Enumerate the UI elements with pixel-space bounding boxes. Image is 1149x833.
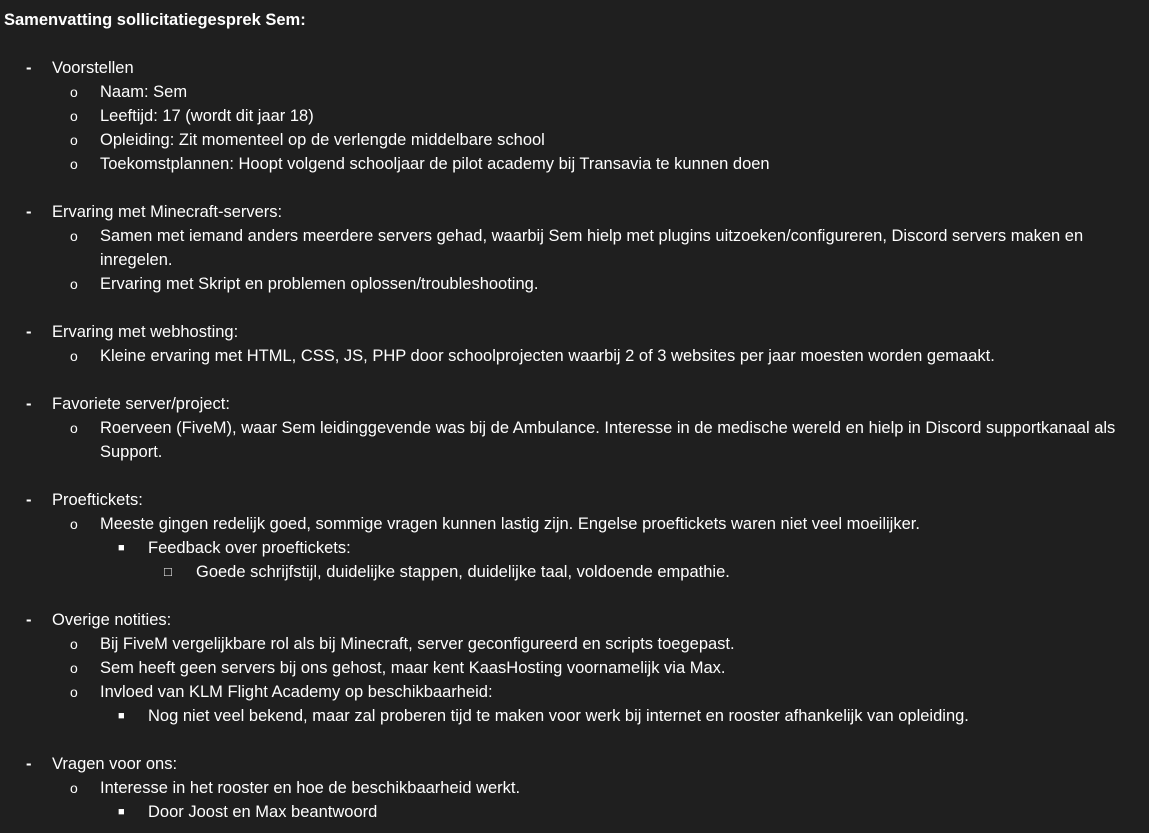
circle-bullet: o [70, 420, 78, 436]
list-item [0, 200, 1149, 224]
list-item-text: Samen met iemand anders meerdere servers gehad, waarbij Sem hielp met plugins uitzoeken/configureren, Discord servers maken en inregelen. [100, 227, 1084, 269]
list-item [0, 608, 1149, 632]
section-heading: Ervaring met Minecraft-servers: [52, 203, 283, 221]
circle-bullet: o [70, 108, 78, 124]
circle-bullet: o [70, 156, 78, 172]
section-heading: Ervaring met webhosting: [52, 323, 239, 341]
list-item [0, 776, 1149, 800]
dash-bullet: - [26, 611, 32, 629]
list-item-text: Nog niet veel bekend, maar zal proberen tijd te maken voor werk bij internet en rooster afhankelijk van opleiding. [148, 707, 969, 725]
dash-bullet: - [26, 323, 32, 341]
list-item-text: Leeftijd: 17 (wordt dit jaar 18) [100, 107, 314, 125]
document-body [0, 56, 1149, 824]
circle-bullet: o [70, 84, 78, 100]
circle-bullet: o [70, 780, 78, 796]
circle-bullet: o [70, 348, 78, 364]
circle-bullet: o [70, 660, 78, 676]
list-item [0, 536, 1149, 560]
list-item-text: Toekomstplannen: Hoopt volgend schooljaar de pilot academy bij Transavia te kunnen doen [100, 155, 770, 173]
section-heading: Favoriete server/project: [52, 395, 230, 413]
list-item-text: Roerveen (FiveM), waar Sem leidinggevende was bij de Ambulance. Interesse in de medische wereld en hielp in Discord supportkanaal als Support. [100, 419, 1116, 461]
square-bullet: ■ [118, 542, 125, 554]
section-webhosting [0, 320, 1149, 368]
list-item-text: Goede schrijfstijl, duidelijke stappen, duidelijke taal, voldoende empathie. [196, 563, 730, 581]
section-heading: Overige notities: [52, 611, 172, 629]
list-item-text: Ervaring met Skript en problemen oplossen/troubleshooting. [100, 275, 539, 293]
list-item [0, 104, 1149, 128]
list-item [0, 560, 1149, 584]
section-overige-notities [0, 608, 1149, 728]
dash-bullet: - [26, 491, 32, 509]
list-item-text: Meeste gingen redelijk goed, sommige vragen kunnen lastig zijn. Engelse proeftickets waren niet veel moeilijker. [100, 515, 920, 533]
dash-bullet: - [26, 395, 32, 413]
list-item [0, 704, 1149, 728]
list-item-text: Feedback over proeftickets: [148, 539, 351, 557]
list-item-text: Invloed van KLM Flight Academy op beschikbaarheid: [100, 683, 493, 701]
dash-bullet: - [26, 203, 32, 221]
document-title: Samenvatting sollicitatiegesprek Sem: [4, 11, 306, 29]
dash-bullet: - [26, 755, 32, 773]
list-item [0, 512, 1149, 536]
list-item [0, 800, 1149, 824]
list-item-text: Bij FiveM vergelijkbare rol als bij Minecraft, server geconfigureerd en scripts toegepast. [100, 635, 735, 653]
list-item [0, 128, 1149, 152]
section-proeftickets [0, 488, 1149, 584]
section-heading: Vragen voor ons: [52, 755, 178, 773]
list-item [0, 272, 1149, 296]
list-item [0, 656, 1149, 680]
list-item [0, 680, 1149, 704]
list-item-text: Opleiding: Zit momenteel op de verlengde middelbare school [100, 131, 545, 149]
list-item-text: Door Joost en Max beantwoord [148, 803, 378, 821]
circle-bullet: o [70, 684, 78, 700]
circle-bullet: o [70, 636, 78, 652]
list-item [0, 488, 1149, 512]
circle-bullet: o [70, 516, 78, 532]
hollow-square-bullet: □ [164, 564, 172, 579]
section-vragen [0, 752, 1149, 824]
section-favoriete-server [0, 392, 1149, 464]
list-item [0, 344, 1149, 368]
list-item [0, 320, 1149, 344]
dash-bullet: - [26, 59, 32, 77]
section-heading: Proeftickets: [52, 491, 143, 509]
list-item [0, 416, 1149, 464]
list-item [0, 56, 1149, 80]
square-bullet: ■ [118, 806, 125, 818]
list-item [0, 632, 1149, 656]
list-item-text: Naam: Sem [100, 83, 188, 101]
circle-bullet: o [70, 132, 78, 148]
list-item-text: Interesse in het rooster en hoe de beschikbaarheid werkt. [100, 779, 521, 797]
section-voorstellen [0, 56, 1149, 176]
section-minecraft [0, 200, 1149, 296]
list-item [0, 80, 1149, 104]
list-item [0, 752, 1149, 776]
circle-bullet: o [70, 228, 78, 244]
list-item-text: Sem heeft geen servers bij ons gehost, maar kent KaasHosting voornamelijk via Max. [100, 659, 726, 677]
list-item [0, 224, 1149, 272]
list-item-text: Kleine ervaring met HTML, CSS, JS, PHP door schoolprojecten waarbij 2 of 3 websites per jaar moesten worden gemaakt. [100, 347, 995, 365]
list-item [0, 152, 1149, 176]
list-item [0, 392, 1149, 416]
section-heading: Voorstellen [52, 59, 134, 77]
square-bullet: ■ [118, 710, 125, 722]
circle-bullet: o [70, 276, 78, 292]
